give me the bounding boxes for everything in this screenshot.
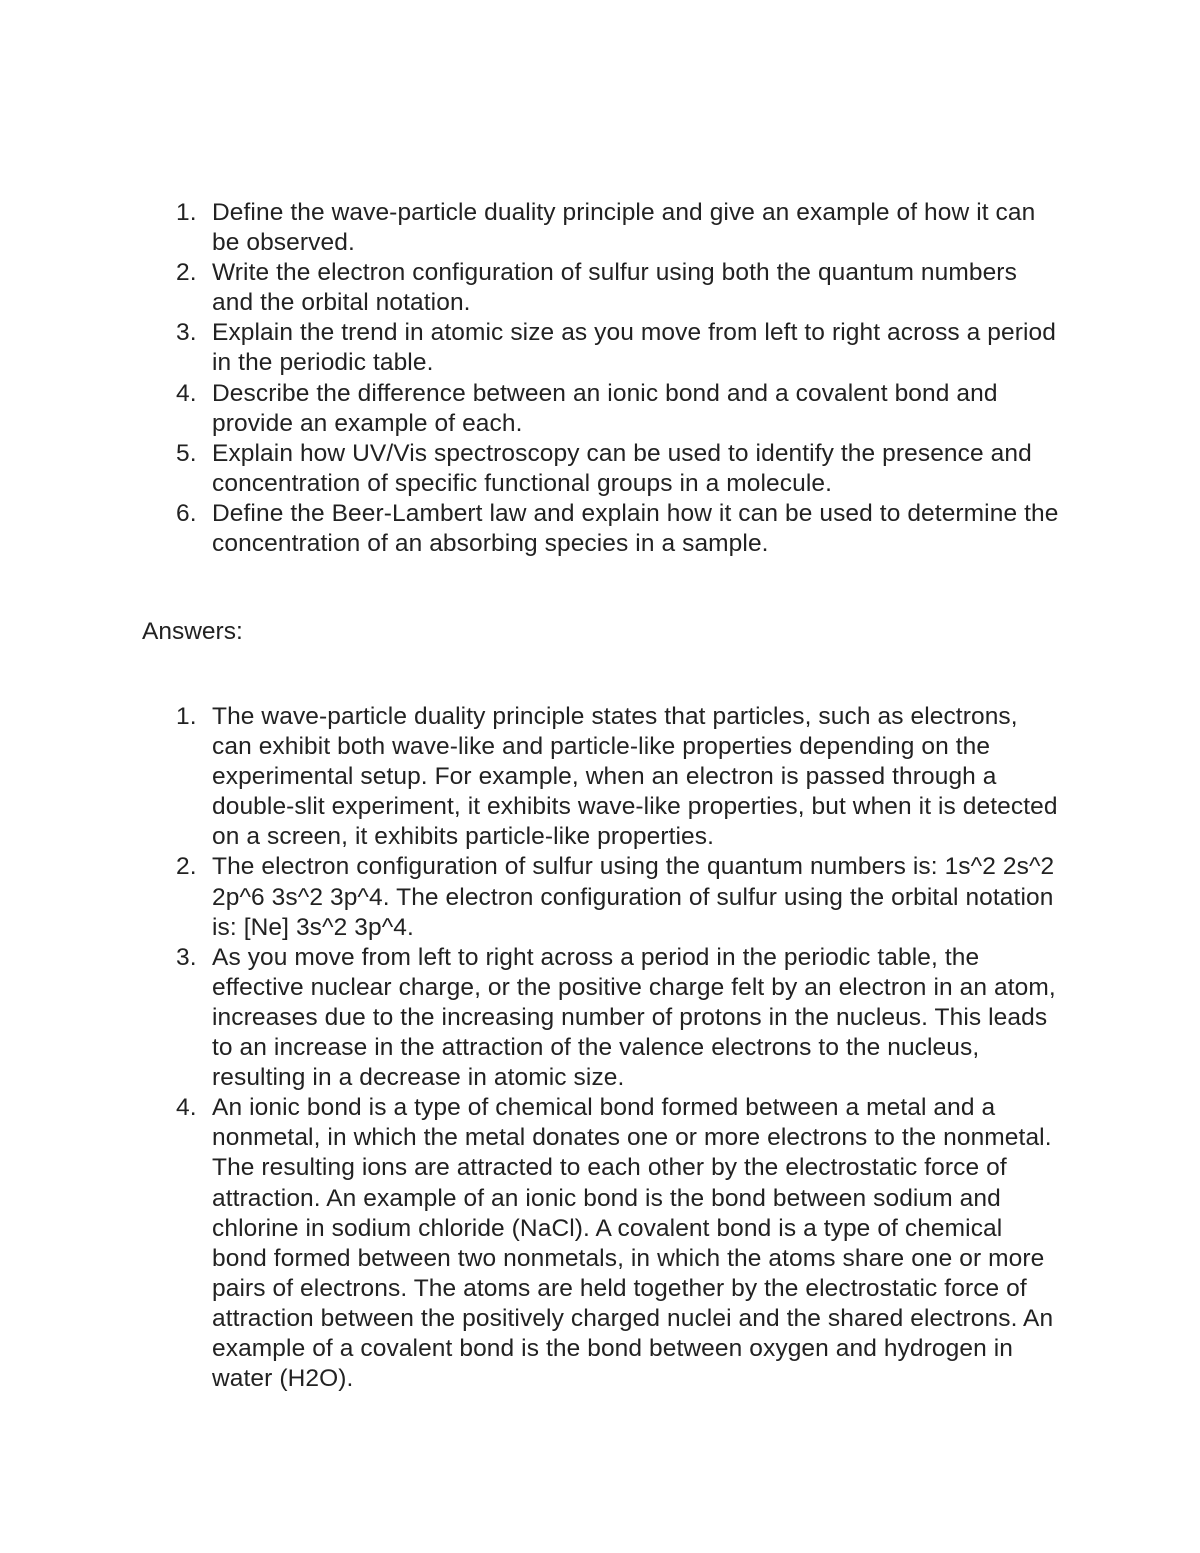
answer-text: The electron configuration of sulfur using the quantum numbers is: 1s^2 2s^2 2p^6 3s^2 3p^4. The electron configuration of sulfur using the orbital notation is: [Ne] 3s^2 3p^4. (212, 853, 1055, 941)
question-number: 5. (176, 439, 197, 467)
answer-number: 4. (176, 1094, 197, 1122)
answer-item (0, 943, 1064, 1093)
question-text: Write the electron configuration of sulfur using both the quantum numbers and the orbital notation. (212, 259, 1017, 317)
answer-text: An ionic bond is a type of chemical bond formed between a metal and a nonmetal, in which the metal donates one or more electrons to the nonmetal. The resulting ions are attracted to each other by the electrostatic force of attraction. An example of an ionic bond is the bond between sodium and chlorine in sodium chloride (NaCl). A covalent bond is a type of chemical bond formed between two nonmetals, in which the atoms share one or more pairs of electrons. The atoms are held together by the electrostatic force of attraction between the positively charged nuclei and the shared electrons. An example of a covalent bond is the bond between oxygen and hydrogen in water (H2O). (212, 1094, 1054, 1393)
question-item (0, 258, 1064, 318)
question-text: Define the wave-particle duality principle and give an example of how it can be observed. (212, 199, 1036, 257)
answer-item (0, 702, 1064, 852)
question-item (0, 198, 1064, 258)
questions-list (0, 198, 1200, 559)
answer-item (0, 852, 1064, 942)
question-number: 1. (176, 199, 197, 226)
answers-list (0, 702, 1200, 1394)
answer-number: 3. (176, 943, 197, 971)
question-item (0, 379, 1064, 439)
answer-text: As you move from left to right across a period in the periodic table, the effective nuclear charge, or the positive charge felt by an electron in an atom, increases due to the increasing number of protons in the nucleus. This leads to an increase in the attraction of the valence electrons to the nucleus, resulting in a decrease in atomic size. (212, 943, 1056, 1092)
question-text: Define the Beer-Lambert law and explain how it can be used to determine the concentration of an absorbing species in a sample. (212, 499, 1059, 558)
answer-number: 1. (176, 703, 197, 730)
answers-heading: Answers: (142, 618, 243, 645)
answer-item (0, 1093, 1064, 1394)
question-item (0, 318, 1064, 378)
question-number: 3. (176, 319, 197, 347)
question-item (0, 499, 1064, 559)
question-number: 6. (176, 499, 197, 527)
question-item (0, 439, 1064, 499)
question-text: Explain how UV/Vis spectroscopy can be used to identify the presence and concentration of specific functional groups in a molecule. (212, 439, 1032, 497)
answer-text: The wave-particle duality principle states that particles, such as electrons, can exhibit both wave-like and particle-like properties depending on the experimental setup. For example, when an electron is passed through a double-slit experiment, it exhibits wave-like properties, but when it is detected on a screen, it exhibits particle-like properties. (212, 703, 1058, 851)
question-number: 4. (176, 379, 197, 407)
question-text: Explain the trend in atomic size as you move from left to right across a period in the periodic table. (212, 319, 1057, 377)
answer-number: 2. (176, 853, 197, 881)
question-number: 2. (176, 259, 197, 287)
question-text: Describe the difference between an ionic bond and a covalent bond and provide an example of each. (212, 379, 998, 437)
